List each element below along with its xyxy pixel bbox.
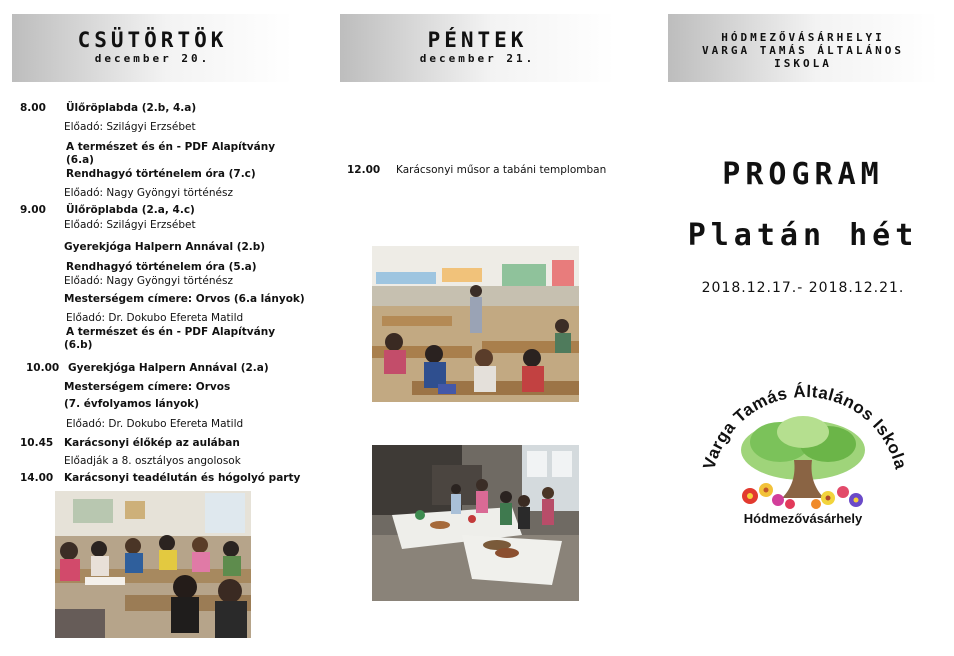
week-title: Platán hét [687,218,919,253]
event-title: Ülőröplabda (2.b, 4.a) [66,102,197,114]
thursday-header [12,14,293,82]
classroom-photo-1 [55,491,251,638]
friday-date: december 21. [419,52,536,65]
friday-event: Karácsonyi műsor a tabáni templomban [396,164,607,176]
event-title: Ülőröplabda (2.a, 4.c) [66,204,195,216]
thursday-date: december 20. [94,52,211,65]
school-logo [698,380,908,530]
event-title: Gyerekjóga Halpern Annával (2.b) [64,241,266,253]
time-label: 14.00 [20,472,54,484]
event-title: A természet és én - PDF Alapítvány [66,141,276,153]
event-title: Karácsonyi teadélután és hógolyó party [64,472,301,484]
school-name-line-1: HÓDMEZŐVÁSÁRHELYI [721,31,885,44]
presenter: Előadó: Dr. Dokubo Efereta Matild [66,418,244,430]
logo-city-text: Hódmezővásárhely [743,511,863,526]
presenter: Előadó: Szilágyi Erzsébet [64,121,196,133]
event-title: Rendhagyó történelem óra (7.c) [66,168,256,180]
time-label: 8.00 [20,102,46,114]
presenter: Előadó: Nagy Gyöngyi történész [64,187,233,199]
time-label: 9.00 [20,204,46,216]
friday-header [340,14,615,82]
friday-day: PÉNTEK [427,28,528,52]
time-label: 10.00 [26,362,60,374]
event-title: Mesterségem címere: Orvos [64,381,231,393]
classroom-photo-2 [372,246,579,402]
school-header [668,14,938,82]
thursday-day: CSÜTÖRTÖK [77,28,228,52]
presenter: Előadó: Nagy Gyöngyi történész [64,275,233,287]
presenter: Előadó: Szilágyi Erzsébet [64,219,196,231]
event-title: Karácsonyi élőkép az aulában [64,437,240,449]
event-title: Gyerekjóga Halpern Annával (2.a) [68,362,269,374]
event-class: (6.b) [64,339,93,351]
presenter: Előadják a 8. osztályos angolosok [64,455,241,467]
event-title: Rendhagyó történelem óra (5.a) [66,261,257,273]
program-title: PROGRAM [722,157,884,192]
presenter: Előadó: Dr. Dokubo Efereta Matild [66,312,244,324]
logo-arc-text: Varga Tamás Általános Iskol [699,381,908,472]
event-title: A természet és én - PDF Alapítvány [66,326,276,338]
christmas-party-photo [372,445,579,601]
event-title: Mesterségem címere: Orvos (6.a lányok) [64,293,305,305]
school-name-line-2: VARGA TAMÁS ÁLTALÁNOS [701,44,905,57]
school-name-line-3: ISKOLA [774,57,832,70]
friday-time: 12.00 [347,164,381,176]
event-class: (6.a) [66,154,94,166]
program-dates: 2018.12.17.- 2018.12.21. [701,280,905,296]
event-class: (7. évfolyamos lányok) [64,398,200,410]
time-label: 10.45 [20,437,54,449]
